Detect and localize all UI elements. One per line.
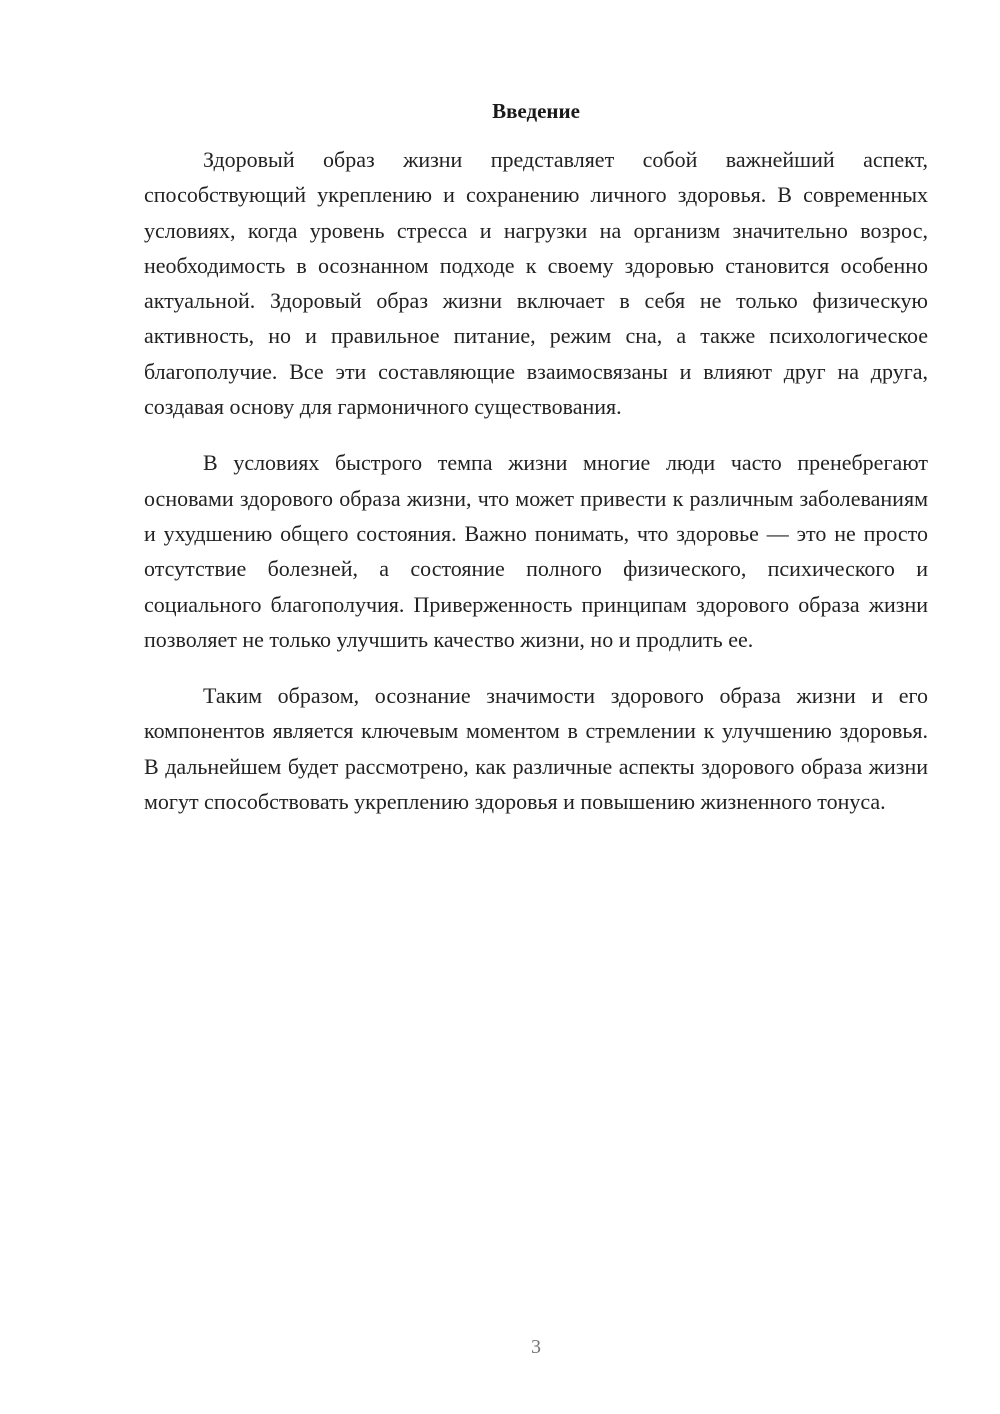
paragraph-3: Таким образом, осознание значимости здорового образа жизни и его компонентов является ключевым моментом в стремлении к улучшению здоровья. В дальнейшем будет рассмотрено, как различные аспекты здорового образа жизни могут способствовать укреплению здоровья и повышению жизненного тонуса. — [144, 683, 928, 815]
page-number: 3 — [531, 1336, 541, 1358]
body-text — [144, 142, 928, 840]
section-heading: Введение — [492, 99, 580, 123]
paragraph-1: Здоровый образ жизни представляет собой важнейший аспект, способствующий укреплению и сохранению личного здоровья. В современных условиях, когда уровень стресса и нагрузки на организм значительно возрос, необходимость в осознанном подходе к своему здоровью становится особенно актуальной. Здоровый образ жизни включает в себя не только физическую активность, но и правильное питание, режим сна, а также психологическое благополучие. Все эти составляющие взаимосвязаны и влияют друг на друга, создавая основу для гармоничного существования. — [144, 147, 928, 420]
paragraph-2: В условиях быстрого темпа жизни многие люди часто пренебрегают основами здорового образа жизни, что может привести к различным заболеваниям и ухудшению общего состояния. Важно понимать, что здоровье — это не просто отсутствие болезней, а состояние полного физического, психического и социального благополучия. Приверженность принципам здорового образа жизни позволяет не только улучшить качество жизни, но и продлить ее. — [144, 450, 928, 652]
